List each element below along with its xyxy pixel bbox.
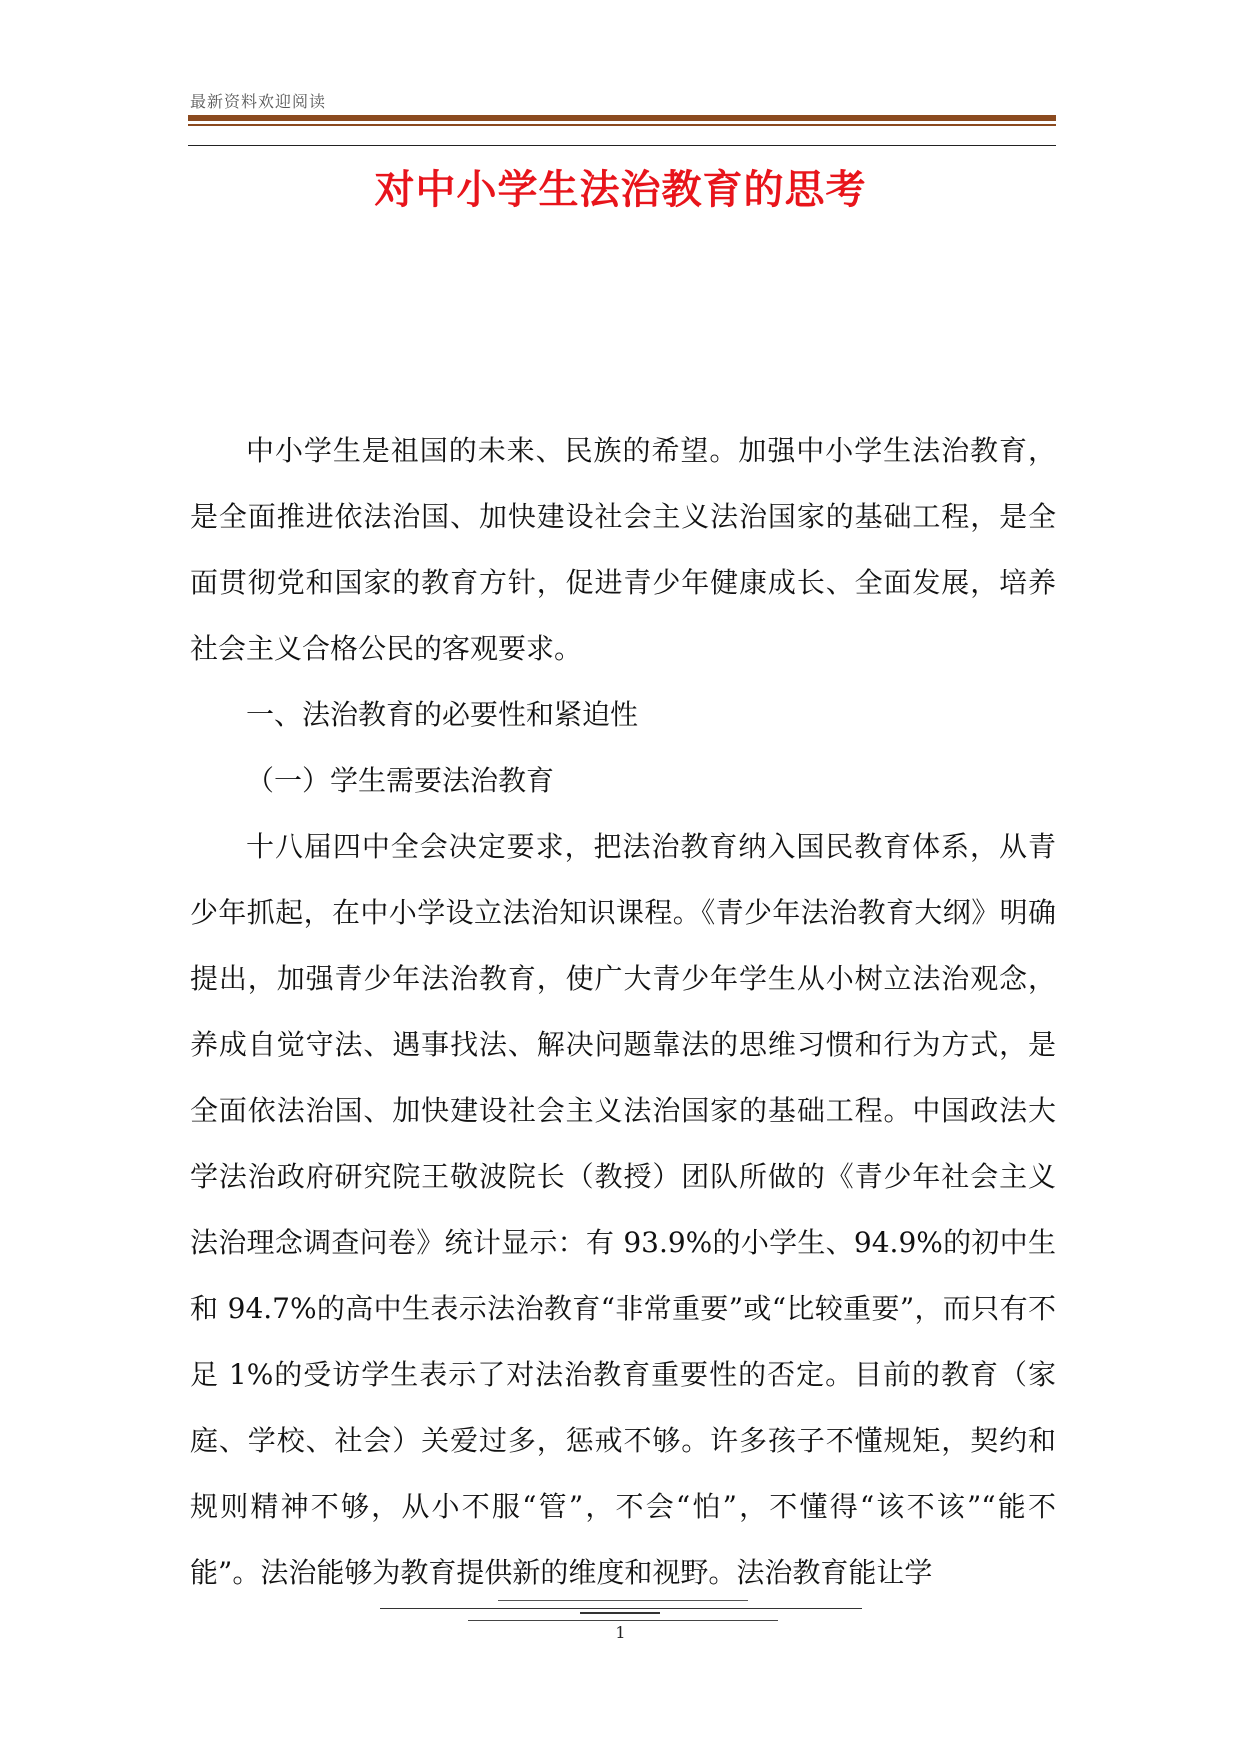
page-number: 1 (615, 1623, 626, 1642)
footer-rule-top (498, 1600, 748, 1601)
footer-rule-accent (580, 1612, 660, 1614)
header-rule-hair (188, 145, 1056, 146)
paragraph-main: 十八届四中全会决定要求，把法治教育纳入国民教育体系，从青少年抓起，在中小学设立法治知识课程。《青少年法治教育大纲》明确提出，加强青少年法治教育，使广大青少年学生从小树立法治观念，养成自觉守法、遇事找法、解决问题靠法的思维习惯和行为方式，是全面依法治国、加快建设社会主义法治国家的基础工程。中国政法大学法治政府研究院王敬波院长（教授）团队所做的《青少年社会主义法治理念调查问卷》统计显示：有 93.9%的小学生、94.9%的初中生和 94.7%的高中生表示法治教育“非常重要”或“比较重要”，而只有不足 1%的受访学生表示了对法治教育重要性的否定。目前的教育（家庭、学校、社会）关爱过多，惩戒不够。许多孩子不懂规矩，契约和规则精神不够，从小不服“管”，不会“怕”，不懂得“该不该”“能不能”。法治能够为教育提供新的维度和视野。法治教育能让学 (190, 830, 1056, 1589)
paragraph-intro: 中小学生是祖国的未来、民族的希望。加强中小学生法治教育，是全面推进依法治国、加快建设社会主义法治国家的基础工程，是全面贯彻党和国家的教育方针，促进青少年健康成长、全面发展，培养社会主义合格公民的客观要求。 (190, 434, 1056, 665)
section-heading-1: 一、法治教育的必要性和紧迫性 (246, 698, 639, 731)
document-title: 对中小学生法治教育的思考 (374, 167, 867, 213)
header-rule-thick (188, 115, 1056, 121)
footer-rule-bottom (468, 1620, 778, 1621)
footer-rule-mid (380, 1608, 862, 1609)
document-body (190, 418, 1056, 1606)
page-header-text: 最新资料欢迎阅读 (190, 92, 327, 111)
header-rule-thin (188, 124, 1056, 126)
subsection-heading-1: （一）学生需要法治教育 (246, 764, 555, 797)
